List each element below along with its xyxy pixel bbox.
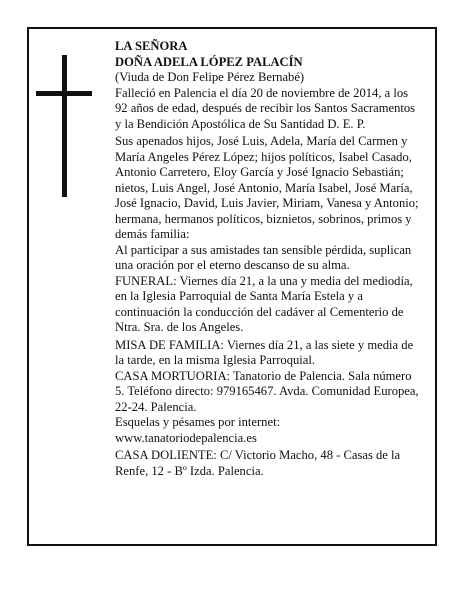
mortuary-paragraph: CASA MORTUORIA: Tanatorio de Palencia. Sala número 5. Teléfono directo: 979165467. Avda. Comunidad Europea, 22-24. Palencia. — [115, 368, 419, 414]
funeral-paragraph: FUNERAL: Viernes día 21, a la una y media del mediodía, en la Iglesia Parroquial de Santa María Estela y a continuación la conducción del cadáver al Cementerio de Ntra. Sra. de los Angeles. — [115, 273, 413, 334]
family-mass-paragraph: MISA DE FAMILIA: Viernes día 21, a las siete y media de la tarde, en la misma Iglesia Parroquial. — [115, 337, 414, 367]
online-paragraph: Esquelas y pésames por internet: www.tanatoriodepalencia.es — [115, 415, 281, 445]
title: LA SEÑORA — [115, 39, 188, 53]
cross-icon — [36, 55, 92, 197]
widow-line: (Viuda de Don Felipe Pérez Bernabé) — [115, 70, 305, 84]
family-paragraph: Sus apenados hijos, José Luis, Adela, María del Carmen y María Angeles Pérez López; hijos políticos, Isabel Casado, Antonio Carretero, Eloy García y José Ignacio Sebastián; nietos, Luis Angel, José Antonio, María Isabel, José María, José Ignacio, David, Luis Javier, Miriam, Vanesa y Antonio; hermana, hermanos políticos, biznietos, sobrinos, primos y demás familia: — [115, 134, 419, 241]
obituary-text — [115, 39, 423, 479]
death-paragraph: Falleció en Palencia el día 20 de noviembre de 2014, a los 92 años de edad, después de recibir los Santos Sacramentos y la Bendición Apostólica de Su Santidad D. E. P. — [115, 85, 416, 131]
home-paragraph: CASA DOLIENTE: C/ Victorio Macho, 48 - Casas de la Renfe, 12 - Bº Izda. Palencia. — [115, 448, 401, 478]
deceased-name: DOÑA ADELA LÓPEZ PALACÍN — [115, 54, 303, 69]
request-paragraph: Al participar a sus amistades tan sensible pérdida, suplican una oración por el eterno descanso de su alma. — [115, 242, 412, 272]
